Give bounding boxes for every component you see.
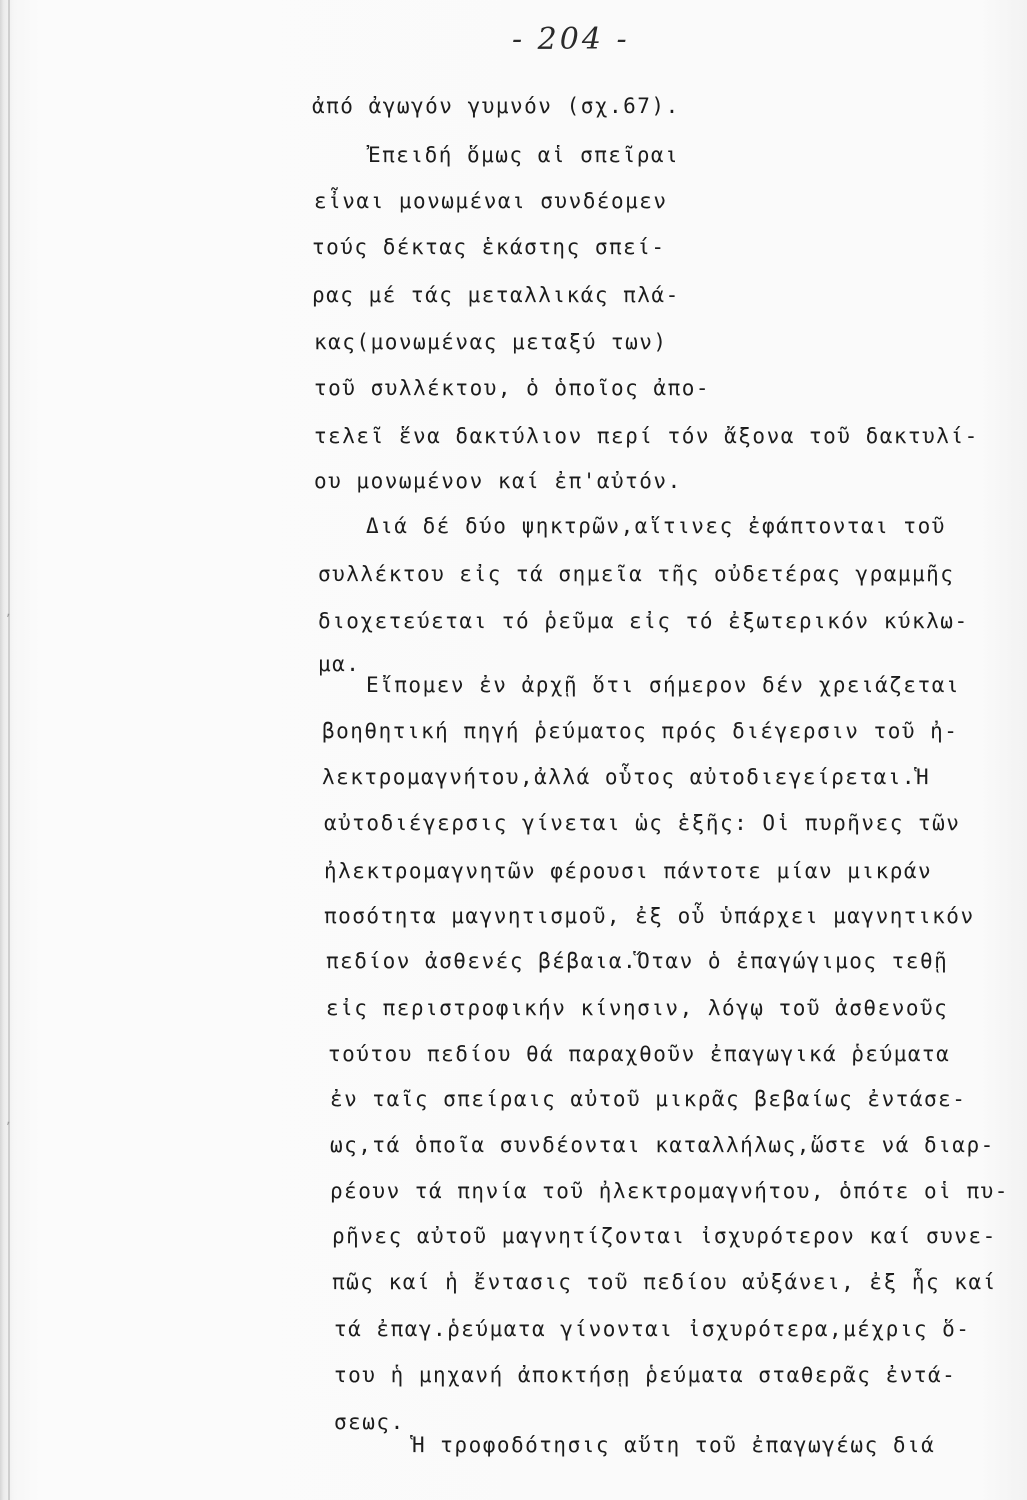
text-line: λεκτρομαγνήτου,ἀλλά οὗτος αὐτοδιεγείρεται.Ἡ (322, 765, 931, 789)
margin-mark: ʼ (6, 612, 11, 628)
text-line: βοηθητική πηγή ῥεύματος πρός διέγερσιν τοῦ ἠ- (322, 719, 959, 743)
text-line: ἀπό ἀγωγόν γυμνόν (σχ.67). (312, 94, 680, 118)
text-line: συλλέκτου εἰς τά σημεῖα τῆς οὐδετέρας γραμμῆς (318, 562, 955, 586)
text-line: ἐν ταῖς σπείραις αὐτοῦ μικρᾶς βεβαίως ἐντάσε- (330, 1087, 967, 1111)
text-line: ποσότητα μαγνητισμοῦ, ἐξ οὗ ὑπάρχει μαγνητικόν (324, 904, 975, 928)
text-line: τοῦ συλλέκτου, ὁ ὁποῖος ἀπο- (314, 376, 711, 400)
text-line: πῶς καί ἡ ἔντασις τοῦ πεδίου αὐξάνει, ἐξ ἧς καί (332, 1270, 997, 1294)
text-line: ρῆνες αὐτοῦ μαγνητίζονται ἰσχυρότερον καί συνε- (332, 1224, 997, 1248)
text-line: τά ἐπαγ.ῥεύματα γίνονται ἰσχυρότερα,μέχρις ὅ- (334, 1317, 971, 1341)
binding-edge (8, 0, 10, 1500)
text-line: Διά δέ δύο ψηκτρῶν,αἵτινες ἐφάπτονται τοῦ (366, 514, 946, 538)
text-line: ου μονωμένον καί ἐπ'αὐτόν. (314, 469, 682, 493)
text-line: ἠλεκτρομαγνητῶν φέρουσι πάντοτε μίαν μικράν (324, 859, 933, 883)
text-line: εἶναι μονωμέναι συνδέομεν (314, 189, 668, 213)
text-line: Ἐπειδή ὅμως αἱ σπεῖραι (368, 143, 680, 167)
text-line: ρας μέ τάς μεταλλικάς πλά- (312, 283, 680, 307)
text-line: διοχετεύεται τό ῥεῦμα εἰς τό ἐξωτερικόν κύκλω- (318, 609, 969, 633)
text-line: τούς δέκτας ἑκάστης σπεί- (312, 235, 666, 259)
text-line: σεως. (334, 1410, 405, 1434)
page-number: - 204 - (512, 22, 630, 57)
text-line: κας(μονωμένας μεταξύ των) (314, 330, 668, 354)
text-line: εἰς περιστροφικήν κίνησιν, λόγῳ τοῦ ἀσθενοῦς (326, 996, 949, 1020)
text-line: τούτου πεδίου θά παραχθοῦν ἐπαγωγικά ῥεύματα (328, 1042, 951, 1066)
margin-mark: ʼ (6, 1120, 11, 1136)
text-line: Ἡ τροφοδότησις αὕτη τοῦ ἐπαγωγέως διά (412, 1433, 936, 1457)
text-line: Εἴπομεν ἐν ἀρχῇ ὅτι σήμερον δέν χρειάζεται (366, 673, 961, 697)
text-line: αὐτοδιέγερσις γίνεται ὡς ἑξῆς: Οἱ πυρῆνες τῶν (324, 811, 961, 835)
text-line: ως,τά ὁποῖα συνδέονται καταλλήλως,ὥστε νά διαρ- (330, 1133, 995, 1157)
text-line: του ἡ μηχανή ἀποκτήσῃ ῥεύματα σταθερᾶς ἐντά- (334, 1363, 957, 1387)
text-line: πεδίον ἀσθενές βέβαια.Ὅταν ὁ ἐπαγώγιμος τεθῇ (326, 949, 949, 973)
text-line: μα. (318, 652, 361, 676)
text-line: ρέουν τά πηνία τοῦ ἠλεκτρομαγνήτου, ὁπότε οἱ πυ- (330, 1179, 1009, 1203)
text-line: τελεῖ ἕνα δακτύλιον περί τόν ἄξονα τοῦ δακτυλί- (314, 424, 979, 448)
